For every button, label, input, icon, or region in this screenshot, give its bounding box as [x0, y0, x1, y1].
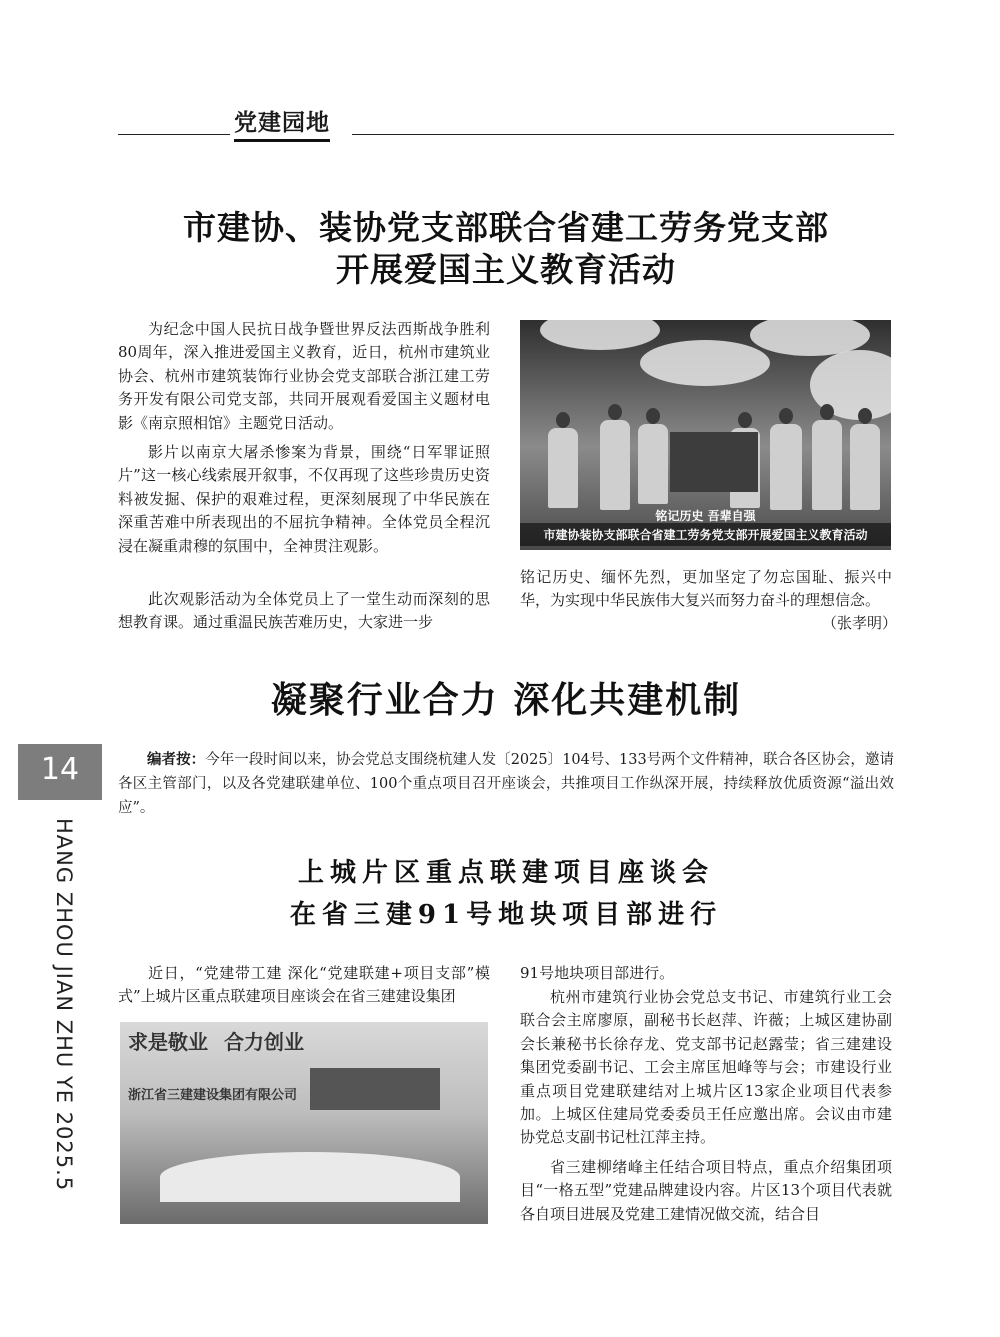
person-figure: [638, 424, 668, 504]
photo-slogan-2: 合力创业: [224, 1030, 304, 1054]
article2-subtitle-line2: 在省三建91号地块项目部进行: [289, 900, 723, 930]
article1-paragraph-1: 为纪念中国人民抗日战争暨世界反法西斯战争胜利80周年，深入推进爱国主义教育，近日，杭州市建筑业协会、杭州市建筑装饰行业协会党支部联合浙江建工劳务开发有限公司党支部，共同开展观看爱国主义题材电影《南京照相馆》主题党日活动。: [118, 320, 490, 432]
article2-paragraph-4: 省三建柳绪峰主任结合项目特点，重点介绍集团项目“一格五型”党建品牌建设内容。片区13个项目代表就各自项目进展及党建工建情况做交流，结合目: [520, 1158, 892, 1223]
article2-title: 凝聚行业合力 深化共建机制: [270, 679, 742, 721]
person-head: [820, 404, 834, 420]
article1-paragraph-4: 铭记历史、缅怀先烈，更加坚定了勿忘国耻、振兴中华，为实现中华民族伟大复兴而努力奋斗的理想信念。: [520, 568, 892, 610]
person-head: [738, 412, 752, 428]
person-head: [608, 404, 622, 420]
person-figure: [770, 424, 802, 510]
article1-title-line2: 开展爱国主义教育活动: [336, 250, 676, 289]
person-head: [556, 412, 570, 428]
photo-caption: 市建协装协支部联合省建工劳务党支部开展爱国主义教育活动: [520, 523, 891, 546]
journal-name: HANG ZHOU JIAN ZHU YE 2025.5: [52, 818, 76, 1192]
person-figure: [812, 420, 842, 510]
ceiling-disc: [640, 340, 770, 386]
ceiling-disc: [540, 320, 660, 350]
person-head: [858, 408, 872, 424]
group-photo: [520, 320, 891, 550]
meeting-table: [160, 1152, 460, 1202]
page-number-box: [18, 744, 102, 800]
article1-title-line1: 市建协、装协党支部联合省建工劳务党支部: [183, 208, 829, 247]
person-figure: [850, 424, 880, 510]
photo-caption-slogan: 铭记历史 吾辈自强: [655, 509, 756, 523]
person-head: [779, 408, 793, 424]
article2-subtitle-line1: 上城片区重点联建项目座谈会: [297, 858, 714, 888]
article2-paragraph-3: 杭州市建筑行业协会党总支书记、市建筑行业工会联合会主席廖原，副秘书长赵萍、许薇；上城区建协副会长兼秘书长徐存龙、党支部书记赵露莹；省三建建设集团党委副书记、工会主席匡旭峰等与会；市建设行业重点项目党建联建结对上城片区13家企业项目代表参加。上城区住建局党委委员王任应邀出席。会议由市建协党总支副书记杜江萍主持。: [520, 988, 892, 1147]
section-header: [118, 104, 894, 138]
person-head: [646, 408, 660, 424]
header-rule-left: [118, 134, 230, 135]
editor-note-lead: 编者按：: [147, 752, 206, 768]
meeting-screen: [310, 1068, 440, 1110]
editor-note-text: 今年一段时间以来，协会党总支围绕杭建人发〔2025〕104号、133号两个文件精神，联合各区协会，邀请各区主管部门，以及各党建联建单位、100个重点项目召开座谈会，共推项目工作纵深开展，持续释放优质资源“溢出效应”。: [118, 752, 895, 816]
photo-company-name: 浙江省三建建设集团有限公司: [128, 1088, 298, 1103]
person-figure: [600, 420, 630, 510]
article2-paragraph-2: 91号地块项目部进行。: [520, 964, 675, 982]
editor-note: [118, 748, 894, 820]
person-figure: [548, 428, 578, 508]
meeting-photo: [120, 1022, 488, 1224]
journal-sidebar: [52, 818, 82, 1192]
page-number: 14: [40, 752, 80, 787]
article1-paragraph-3: 此次观影活动为全体党员上了一堂生动而深刻的思想教育课。通过重温民族苦难历史，大家进一步: [118, 590, 490, 632]
article1-author: （张孝明）: [822, 614, 898, 632]
photo-slogan-1: 求是敬业: [128, 1030, 208, 1054]
header-rule-right: [352, 134, 894, 135]
section-label: 党建园地: [234, 104, 330, 142]
article2-paragraph-1: 近日，“党建带工建 深化“党建联建+项目支部”模式”上城片区重点联建项目座谈会在省三建建设集团: [118, 964, 490, 1006]
article1-paragraph-2: 影片以南京大屠杀惨案为背景，围绕“日军罪证照片”这一核心线索展开叙事，不仅再现了这些珍贵历史资料被发掘、保护的艰难过程，更深刻展现了中华民族在深重苦难中所表现出的不屈抗争精神。全体党员全程沉浸在凝重肃穆的氛围中，全神贯注观影。: [118, 443, 490, 555]
photo-slogan: [120, 1026, 488, 1055]
party-flag: [670, 432, 758, 492]
